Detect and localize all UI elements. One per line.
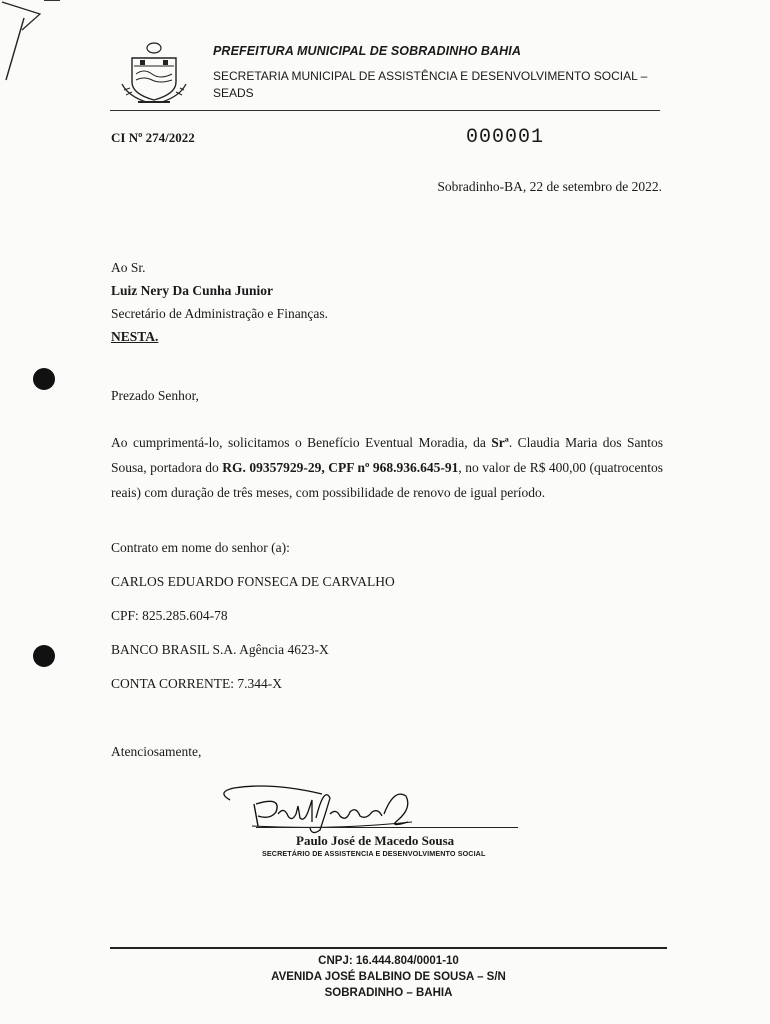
contract-label: Contrato em nome do senhor (a): xyxy=(111,540,290,555)
paragraph-sra: Srª xyxy=(491,435,509,450)
contract-account: CONTA CORRENTE: 7.344-X xyxy=(111,676,283,691)
contract-name: CARLOS EDUARDO FONSECA DE CARVALHO xyxy=(111,574,395,589)
recipient-location: NESTA. xyxy=(111,329,159,344)
paragraph-text-c: , no valor de R$ 400,00 (quatrocentos reais) com duração de três meses, com possibilidade de renovo de igual período. xyxy=(111,460,663,500)
punch-hole-top xyxy=(33,368,55,390)
signatory-name: Paulo José de Macedo Sousa xyxy=(296,833,455,848)
footer-address: AVENIDA JOSÉ BALBINO DE SOUSA – S/N xyxy=(271,971,506,983)
handwritten-signature xyxy=(212,778,442,838)
paragraph-documents: RG. 09357929-29, CPF nº 968.936.645-91 xyxy=(222,460,459,475)
request-paragraph xyxy=(111,430,663,505)
header-divider xyxy=(110,110,660,111)
header-subtitle: SECRETARIA MUNICIPAL DE ASSISTÊNCIA E DESENVOLVIMENTO SOCIAL – SEADS xyxy=(213,69,648,100)
date-line: Sobradinho-BA, 22 de setembro de 2022. xyxy=(437,179,662,194)
contract-cpf: CPF: 825.285.604-78 xyxy=(111,608,228,623)
greeting: Prezado Senhor, xyxy=(111,388,199,403)
recipient-block xyxy=(111,256,328,348)
scan-edge-mark xyxy=(0,0,60,90)
footer-city: SOBRADINHO – BAHIA xyxy=(324,987,453,999)
municipal-coat-of-arms-icon xyxy=(118,40,190,106)
paragraph-text-a: Ao cumprimentá-lo, solicitamos o Benefício Eventual Moradia, da xyxy=(111,435,492,450)
header-title: PREFEITURA MUNICIPAL DE SOBRADINHO BAHIA xyxy=(213,44,521,58)
footer-cnpj: CNPJ: 16.444.804/0001-10 xyxy=(318,955,459,967)
contract-bank: BANCO BRASIL S.A. Agência 4623-X xyxy=(111,642,329,657)
punch-hole-bottom xyxy=(33,645,55,667)
recipient-role: Secretário de Administração e Finanças. xyxy=(111,306,329,321)
recipient-name: Luiz Nery Da Cunha Junior xyxy=(111,283,274,298)
footer-divider xyxy=(110,947,667,949)
signatory-role: SECRETÁRIO DE ASSISTENCIA E DESENVOLVIMENTO SOCIAL xyxy=(262,849,486,858)
paragraph-text-b: . Claudia Maria dos Santos Sousa, portadora do xyxy=(111,435,663,475)
protocol-stamp: 000001 xyxy=(466,126,545,149)
recipient-salutation: Ao Sr. xyxy=(111,260,146,275)
memo-number: CI Nº 274/2022 xyxy=(111,130,195,145)
closing: Atenciosamente, xyxy=(111,744,202,759)
signature-line xyxy=(256,827,518,828)
